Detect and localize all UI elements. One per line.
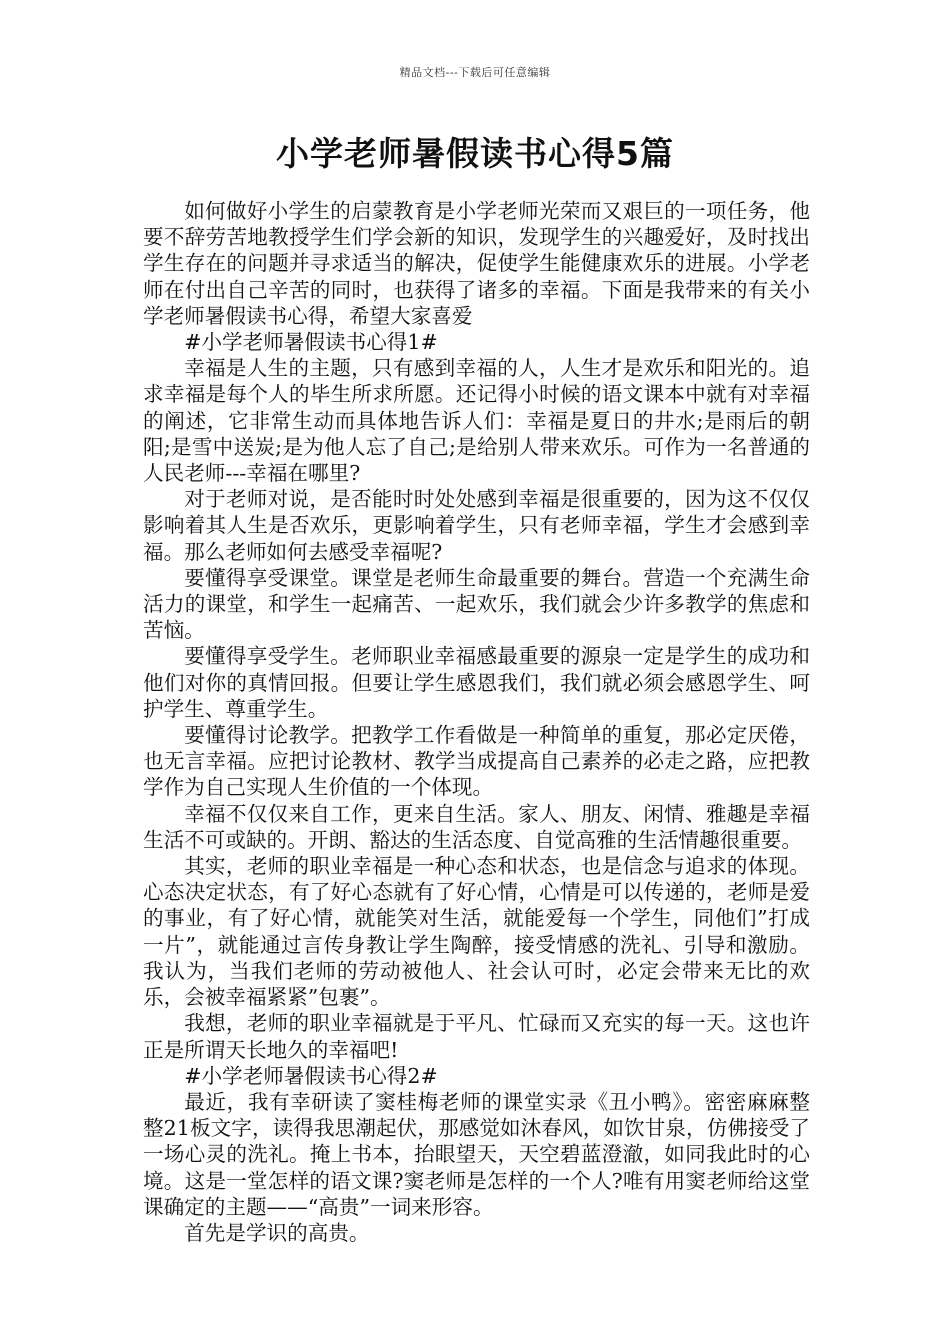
- paragraph: 要懂得讨论教学。把教学工作看做是一种简单的重复，那必定厌倦，也无言幸福。应把讨论教材、教学当成提高自己素养的必走之路，应把教学作为自己实现人生价值的一个体现。: [143, 723, 810, 800]
- paragraph: 最近，我有幸研读了窦桂梅老师的课堂实录《丑小鸭》。密密麻麻整整21板文字，读得我思潮起伏，那感觉如沐春风，如饮甘泉，仿佛接受了一场心灵的洗礼。掩上书本，抬眼望天，天空碧蓝澄澈，如同我此时的心境。这是一堂怎样的语文课?窦老师是怎样的一个人?唯有用窦老师给这堂课确定的主题——“高贵”一词来形容。: [143, 1089, 810, 1219]
- document-body: [143, 198, 810, 1246]
- paragraph: 幸福不仅仅来自工作，更来自生活。家人、朋友、闲情、雅趣是幸福生活不可或缺的。开朗、豁达的生活态度、自觉高雅的生活情趣很重要。: [143, 801, 810, 852]
- paragraph: 幸福是人生的主题，只有感到幸福的人，人生才是欢乐和阳光的。追求幸福是每个人的毕生所求所愿。还记得小时候的语文课本中就有对幸福的阐述，它非常生动而具体地告诉人们：幸福是夏日的井水;是雨后的朝阳;是雪中送炭;是为他人忘了自己;是给别人带来欢乐。可作为一名普通的人民老师---幸福在哪里?: [143, 356, 810, 486]
- paragraph: 要懂得享受学生。老师职业幸福感最重要的源泉一定是学生的成功和他们对你的真情回报。但要让学生感恩我们，我们就必须会感恩学生、呵护学生、尊重学生。: [143, 644, 810, 721]
- document-title: 小学老师暑假读书心得5篇: [276, 134, 674, 173]
- section-heading-1: #小学老师暑假读书心得1#: [184, 330, 438, 355]
- paragraph: 其实，老师的职业幸福是一种心态和状态，也是信念与追求的体现。心态决定状态，有了好心态就有了好心情，心情是可以传递的，老师是爱的事业，有了好心情，就能笑对生活，就能爱每一个学生，同他们”打成一片”，就能通过言传身教让学生陶醉，接受情感的洗礼、引导和激励。我认为，当我们老师的劳动被他人、社会认可时，必定会带来无比的欢乐，会被幸福紧紧”包裹”。: [143, 854, 810, 1010]
- paragraph-intro: 如何做好小学生的启蒙教育是小学老师光荣而又艰巨的一项任务，他要不辞劳苦地教授学生们学会新的知识，发现学生的兴趣爱好，及时找出学生存在的问题并寻求适当的解决，促使学生能健康欢乐的进展。小学老师在付出自己辛苦的同时，也获得了诸多的幸福。下面是我带来的有关小学老师暑假读书心得，希望大家喜爱: [143, 199, 810, 328]
- paragraph: 对于老师对说，是否能时时处处感到幸福是很重要的，因为这不仅仅影响着其人生是否欢乐，更影响着学生，只有老师幸福，学生才会感到幸福。那么老师如何去感受幸福呢?: [143, 487, 810, 564]
- paragraph: 要懂得享受课堂。课堂是老师生命最重要的舞台。营造一个充满生命活力的课堂，和学生一起痛苦、一起欢乐，我们就会少许多教学的焦虑和苦恼。: [143, 565, 810, 643]
- paragraph: 首先是学识的高贵。: [184, 1220, 370, 1245]
- section-heading-2: #小学老师暑假读书心得2#: [184, 1063, 438, 1088]
- paragraph: 我想，老师的职业幸福就是于平凡、忙碌而又充实的每一天。这也许正是所谓天长地久的幸福吧!: [143, 1011, 810, 1062]
- header-note: 精品文档---下载后可任意编辑: [399, 66, 551, 79]
